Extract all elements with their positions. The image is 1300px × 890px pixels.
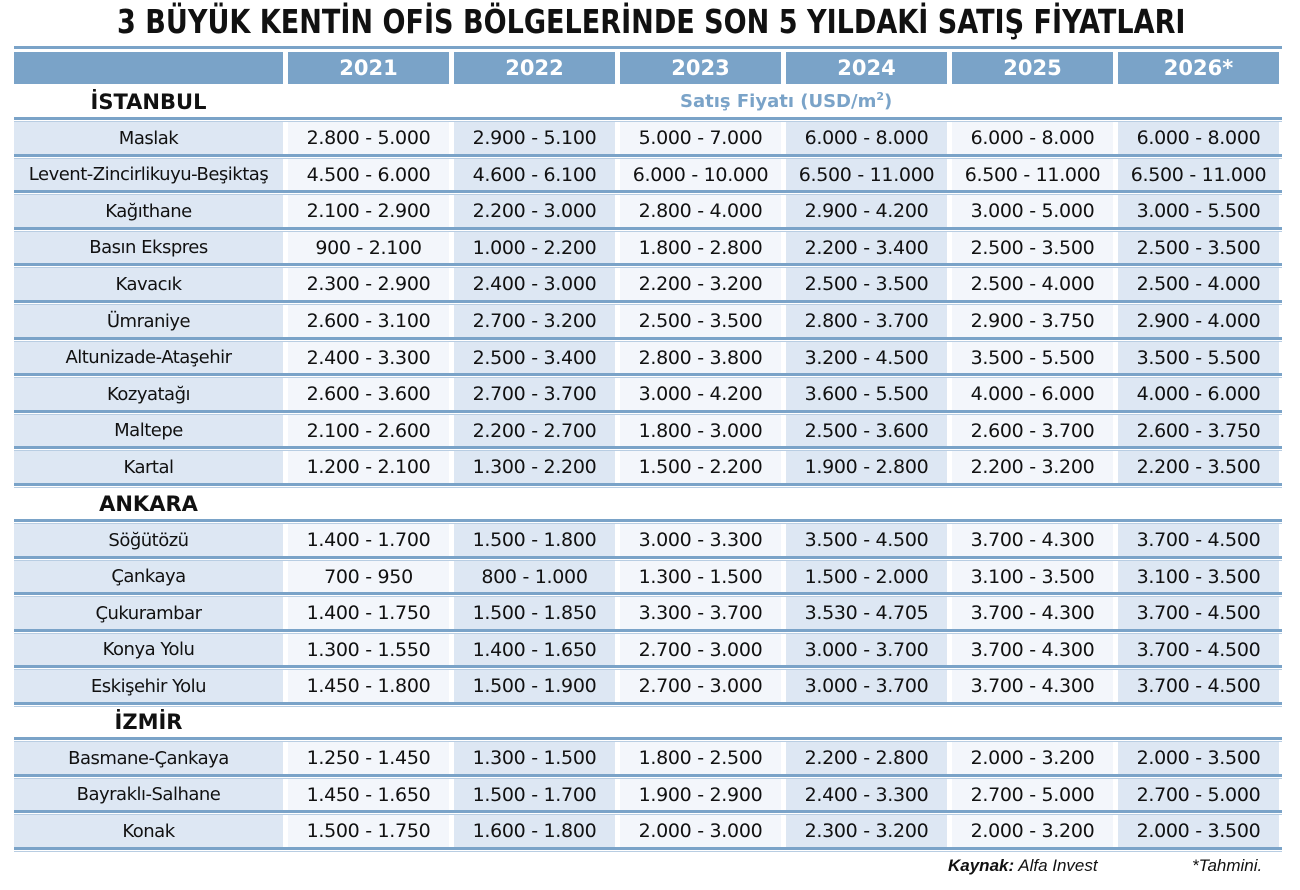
price-cell: 3.700 - 4.500 xyxy=(1118,634,1279,666)
district-name: Ümraniye xyxy=(14,305,283,337)
district-name: Levent-Zincirlikuyu-Beşiktaş xyxy=(14,159,283,191)
district-name: Çankaya xyxy=(14,561,283,593)
table-row xyxy=(14,268,1279,300)
price-cell: 6.000 - 8.000 xyxy=(1118,122,1279,154)
row-divider xyxy=(14,483,1282,488)
price-cell: 2.200 - 3.200 xyxy=(620,268,781,300)
price-cell: 6.000 - 8.000 xyxy=(786,122,947,154)
price-cell: 2.600 - 3.600 xyxy=(288,378,449,410)
price-cell: 1.300 - 1.500 xyxy=(620,561,781,593)
table-row xyxy=(14,670,1279,702)
table-row xyxy=(14,159,1279,191)
price-cell: 1.800 - 2.500 xyxy=(620,742,781,774)
price-cell: 2.500 - 4.000 xyxy=(952,268,1113,300)
price-cell: 2.900 - 5.100 xyxy=(454,122,615,154)
table-row xyxy=(14,305,1279,337)
district-name: Basın Ekspres xyxy=(14,232,283,264)
price-cell: 2.600 - 3.100 xyxy=(288,305,449,337)
table-row xyxy=(14,524,1279,556)
table-row xyxy=(14,561,1279,593)
price-cell: 1.900 - 2.800 xyxy=(786,451,947,483)
district-name: Maltepe xyxy=(14,415,283,447)
price-cell: 3.300 - 3.700 xyxy=(620,597,781,629)
price-cell: 4.500 - 6.000 xyxy=(288,159,449,191)
section-heading: ANKARA xyxy=(99,492,198,516)
price-cell: 2.700 - 5.000 xyxy=(952,779,1113,811)
price-cell: 3.500 - 5.500 xyxy=(1118,342,1279,374)
price-cell: 2.900 - 4.000 xyxy=(1118,305,1279,337)
price-cell: 2.800 - 3.800 xyxy=(620,342,781,374)
price-cell: 2.500 - 3.500 xyxy=(786,268,947,300)
price-cell: 2.300 - 3.200 xyxy=(786,815,947,847)
price-cell: 2.600 - 3.700 xyxy=(952,415,1113,447)
district-name: Konak xyxy=(14,815,283,847)
price-cell: 2.300 - 2.900 xyxy=(288,268,449,300)
source-label: Kaynak: xyxy=(948,856,1015,875)
price-cell: 3.000 - 4.200 xyxy=(620,378,781,410)
price-cell: 2.500 - 3.400 xyxy=(454,342,615,374)
price-cell: 1.300 - 1.500 xyxy=(454,742,615,774)
price-cell: 2.200 - 2.800 xyxy=(786,742,947,774)
price-cell: 2.500 - 3.500 xyxy=(952,232,1113,264)
district-name: Çukurambar xyxy=(14,597,283,629)
price-cell: 2.100 - 2.600 xyxy=(288,415,449,447)
price-cell: 1.900 - 2.900 xyxy=(620,779,781,811)
header-year: 2023 xyxy=(620,52,781,84)
price-cell: 2.500 - 3.600 xyxy=(786,415,947,447)
price-cell: 2.800 - 5.000 xyxy=(288,122,449,154)
district-name: Kozyatağı xyxy=(14,378,283,410)
section-heading: İZMİR xyxy=(114,710,183,734)
price-cell: 2.000 - 3.500 xyxy=(1118,742,1279,774)
price-cell: 1.450 - 1.800 xyxy=(288,670,449,702)
price-cell: 6.500 - 11.000 xyxy=(1118,159,1279,191)
price-cell: 2.700 - 3.700 xyxy=(454,378,615,410)
price-cell: 3.530 - 4.705 xyxy=(786,597,947,629)
price-cell: 2.200 - 3.000 xyxy=(454,195,615,227)
table-row xyxy=(14,779,1279,811)
price-cell: 3.600 - 5.500 xyxy=(786,378,947,410)
price-cell: 2.000 - 3.200 xyxy=(952,742,1113,774)
price-cell: 1.400 - 1.650 xyxy=(454,634,615,666)
price-cell: 2.700 - 3.200 xyxy=(454,305,615,337)
price-cell: 2.700 - 3.000 xyxy=(620,634,781,666)
price-cell: 5.000 - 7.000 xyxy=(620,122,781,154)
price-cell: 6.500 - 11.000 xyxy=(786,159,947,191)
table-row xyxy=(14,815,1279,847)
price-cell: 1.600 - 1.800 xyxy=(454,815,615,847)
price-cell: 1.500 - 1.850 xyxy=(454,597,615,629)
price-cell: 2.500 - 4.000 xyxy=(1118,268,1279,300)
price-cell: 900 - 2.100 xyxy=(288,232,449,264)
table-row xyxy=(14,634,1279,666)
price-cell: 2.600 - 3.750 xyxy=(1118,415,1279,447)
district-name: Bayraklı-Salhane xyxy=(14,779,283,811)
unit-close: ) xyxy=(884,91,893,112)
price-cell: 2.200 - 3.500 xyxy=(1118,451,1279,483)
row-divider xyxy=(14,702,1282,707)
price-cell: 3.000 - 5.000 xyxy=(952,195,1113,227)
price-cell: 2.700 - 3.000 xyxy=(620,670,781,702)
price-cell: 1.800 - 3.000 xyxy=(620,415,781,447)
price-cell: 2.000 - 3.000 xyxy=(620,815,781,847)
source xyxy=(948,856,1098,876)
table-row xyxy=(14,378,1279,410)
price-cell: 6.000 - 10.000 xyxy=(620,159,781,191)
price-cell: 1.400 - 1.750 xyxy=(288,597,449,629)
price-cell: 3.000 - 3.700 xyxy=(786,634,947,666)
price-cell: 700 - 950 xyxy=(288,561,449,593)
source-value: Alfa Invest xyxy=(1018,856,1098,875)
price-cell: 1.500 - 2.000 xyxy=(786,561,947,593)
district-name: Eskişehir Yolu xyxy=(14,670,283,702)
header-year: 2021 xyxy=(288,52,449,84)
footnote: *Tahmini. xyxy=(1192,856,1263,875)
price-cell: 1.000 - 2.200 xyxy=(454,232,615,264)
table-row xyxy=(14,415,1279,447)
table-row xyxy=(14,232,1279,264)
price-cell: 1.300 - 2.200 xyxy=(454,451,615,483)
price-cell: 4.000 - 6.000 xyxy=(1118,378,1279,410)
header-year: 2024 xyxy=(786,52,947,84)
price-cell: 3.700 - 4.300 xyxy=(952,524,1113,556)
price-cell: 1.400 - 1.700 xyxy=(288,524,449,556)
header-blank-cell xyxy=(14,52,283,84)
section-heading: İSTANBUL xyxy=(90,90,207,114)
price-cell: 2.200 - 3.200 xyxy=(952,451,1113,483)
unit-text: Satış Fiyatı (USD/m xyxy=(680,91,877,112)
price-cell: 6.000 - 8.000 xyxy=(952,122,1113,154)
price-cell: 1.500 - 1.750 xyxy=(288,815,449,847)
price-cell: 2.200 - 2.700 xyxy=(454,415,615,447)
district-name: Konya Yolu xyxy=(14,634,283,666)
price-cell: 1.200 - 2.100 xyxy=(288,451,449,483)
table-row xyxy=(14,451,1279,483)
price-cell: 2.100 - 2.900 xyxy=(288,195,449,227)
price-cell: 2.500 - 3.500 xyxy=(620,305,781,337)
price-cell: 3.100 - 3.500 xyxy=(952,561,1113,593)
price-cell: 3.000 - 3.700 xyxy=(786,670,947,702)
unit-label xyxy=(680,90,892,112)
price-cell: 3.700 - 4.500 xyxy=(1118,597,1279,629)
header-year: 2022 xyxy=(454,52,615,84)
unit-superscript: 2 xyxy=(876,90,884,103)
table-row xyxy=(14,342,1279,374)
district-name: Maslak xyxy=(14,122,283,154)
table-row xyxy=(14,597,1279,629)
header-year: 2026* xyxy=(1118,52,1279,84)
row-divider xyxy=(14,847,1282,852)
price-cell: 2.800 - 4.000 xyxy=(620,195,781,227)
price-cell: 6.500 - 11.000 xyxy=(952,159,1113,191)
price-cell: 2.400 - 3.300 xyxy=(288,342,449,374)
price-cell: 1.500 - 1.700 xyxy=(454,779,615,811)
price-cell: 2.200 - 3.400 xyxy=(786,232,947,264)
price-cell: 1.500 - 2.200 xyxy=(620,451,781,483)
price-cell: 3.000 - 3.300 xyxy=(620,524,781,556)
price-cell: 2.500 - 3.500 xyxy=(1118,232,1279,264)
price-cell: 3.100 - 3.500 xyxy=(1118,561,1279,593)
price-cell: 3.700 - 4.500 xyxy=(1118,524,1279,556)
price-cell: 2.000 - 3.200 xyxy=(952,815,1113,847)
price-cell: 3.700 - 4.500 xyxy=(1118,670,1279,702)
price-cell: 1.250 - 1.450 xyxy=(288,742,449,774)
district-name: Altunizade-Ataşehir xyxy=(14,342,283,374)
price-cell: 2.700 - 5.000 xyxy=(1118,779,1279,811)
price-cell: 2.900 - 4.200 xyxy=(786,195,947,227)
table-row xyxy=(14,195,1279,227)
price-cell: 3.000 - 5.500 xyxy=(1118,195,1279,227)
price-cell: 1.500 - 1.800 xyxy=(454,524,615,556)
price-cell: 2.900 - 3.750 xyxy=(952,305,1113,337)
price-cell: 3.200 - 4.500 xyxy=(786,342,947,374)
price-cell: 3.700 - 4.300 xyxy=(952,597,1113,629)
page-title: 3 BÜYÜK KENTİN OFİS BÖLGELERİNDE SON 5 YILDAKİ SATIŞ FİYATLARI xyxy=(117,2,1186,41)
table-header xyxy=(14,52,1279,84)
price-cell: 1.300 - 1.550 xyxy=(288,634,449,666)
district-name: Söğütözü xyxy=(14,524,283,556)
price-cell: 2.800 - 3.700 xyxy=(786,305,947,337)
price-cell: 4.600 - 6.100 xyxy=(454,159,615,191)
district-name: Basmane-Çankaya xyxy=(14,742,283,774)
district-name: Kartal xyxy=(14,451,283,483)
price-cell: 1.450 - 1.650 xyxy=(288,779,449,811)
header-year: 2025 xyxy=(952,52,1113,84)
price-cell: 2.400 - 3.000 xyxy=(454,268,615,300)
price-cell: 3.500 - 5.500 xyxy=(952,342,1113,374)
table-row xyxy=(14,742,1279,774)
district-name: Kavacık xyxy=(14,268,283,300)
district-name: Kağıthane xyxy=(14,195,283,227)
price-cell: 2.000 - 3.500 xyxy=(1118,815,1279,847)
price-cell: 4.000 - 6.000 xyxy=(952,378,1113,410)
price-cell: 3.700 - 4.300 xyxy=(952,670,1113,702)
price-cell: 1.800 - 2.800 xyxy=(620,232,781,264)
table-row xyxy=(14,122,1279,154)
price-cell: 1.500 - 1.900 xyxy=(454,670,615,702)
price-cell: 3.700 - 4.300 xyxy=(952,634,1113,666)
price-cell: 800 - 1.000 xyxy=(454,561,615,593)
divider xyxy=(14,46,1282,49)
price-cell: 3.500 - 4.500 xyxy=(786,524,947,556)
price-cell: 2.400 - 3.300 xyxy=(786,779,947,811)
